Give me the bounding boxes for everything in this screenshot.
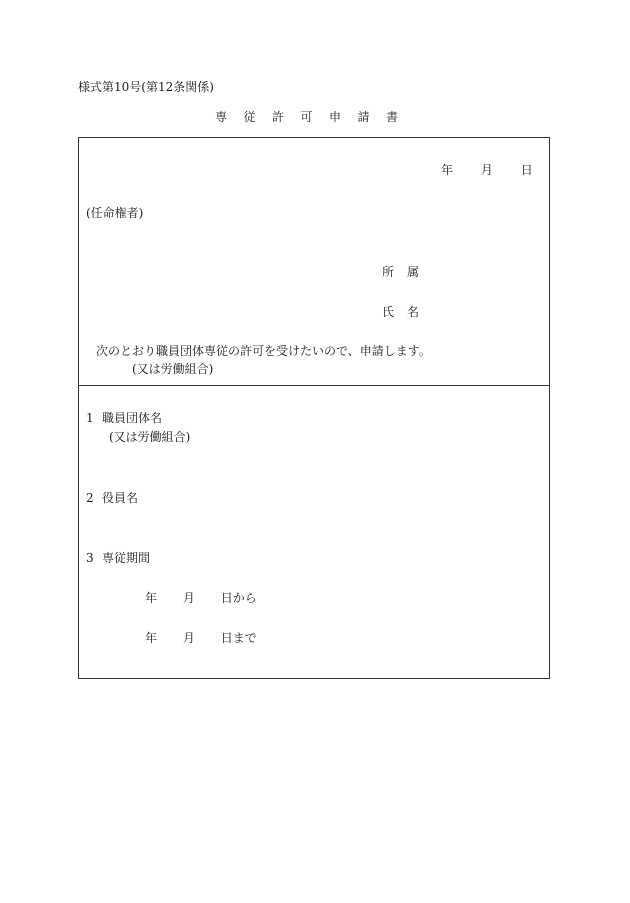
period-start-day: 日から xyxy=(220,591,257,605)
statement-note: (又は労働組合) xyxy=(132,362,214,376)
period-start-year: 年 xyxy=(145,591,158,605)
period-start-row xyxy=(145,592,257,604)
period-end-month: 月 xyxy=(182,631,195,645)
application-date xyxy=(441,164,533,176)
item-1-label: 職員団体名 xyxy=(102,411,163,425)
applicant-name-label: 氏名 xyxy=(382,305,433,319)
form-number-label: 様式第10号(第12条関係) xyxy=(78,80,214,94)
period-end-day: 日まで xyxy=(220,631,257,645)
item-1-number: 1 xyxy=(86,411,94,425)
application-form-box xyxy=(78,137,550,679)
item-1-note: (又は労働組合) xyxy=(109,430,191,444)
application-statement: 次のとおり職員団体専従の許可を受けたいので、申請します。 xyxy=(96,344,431,358)
appointer-label: (任命権者) xyxy=(86,206,144,220)
date-day-label: 日 xyxy=(520,163,533,177)
item-2-number: 2 xyxy=(86,491,94,505)
section-divider xyxy=(79,385,549,386)
item-3-number: 3 xyxy=(86,551,94,565)
period-start-month: 月 xyxy=(182,591,195,605)
date-month-label: 月 xyxy=(480,163,493,177)
period-end-row xyxy=(145,632,257,644)
date-year-label: 年 xyxy=(441,163,454,177)
item-2-label: 役員名 xyxy=(102,491,139,505)
document-title: 専従許可申請書 xyxy=(215,110,415,124)
affiliation-label: 所属 xyxy=(382,265,433,279)
period-end-year: 年 xyxy=(145,631,158,645)
item-3-label: 専従期間 xyxy=(102,551,151,565)
